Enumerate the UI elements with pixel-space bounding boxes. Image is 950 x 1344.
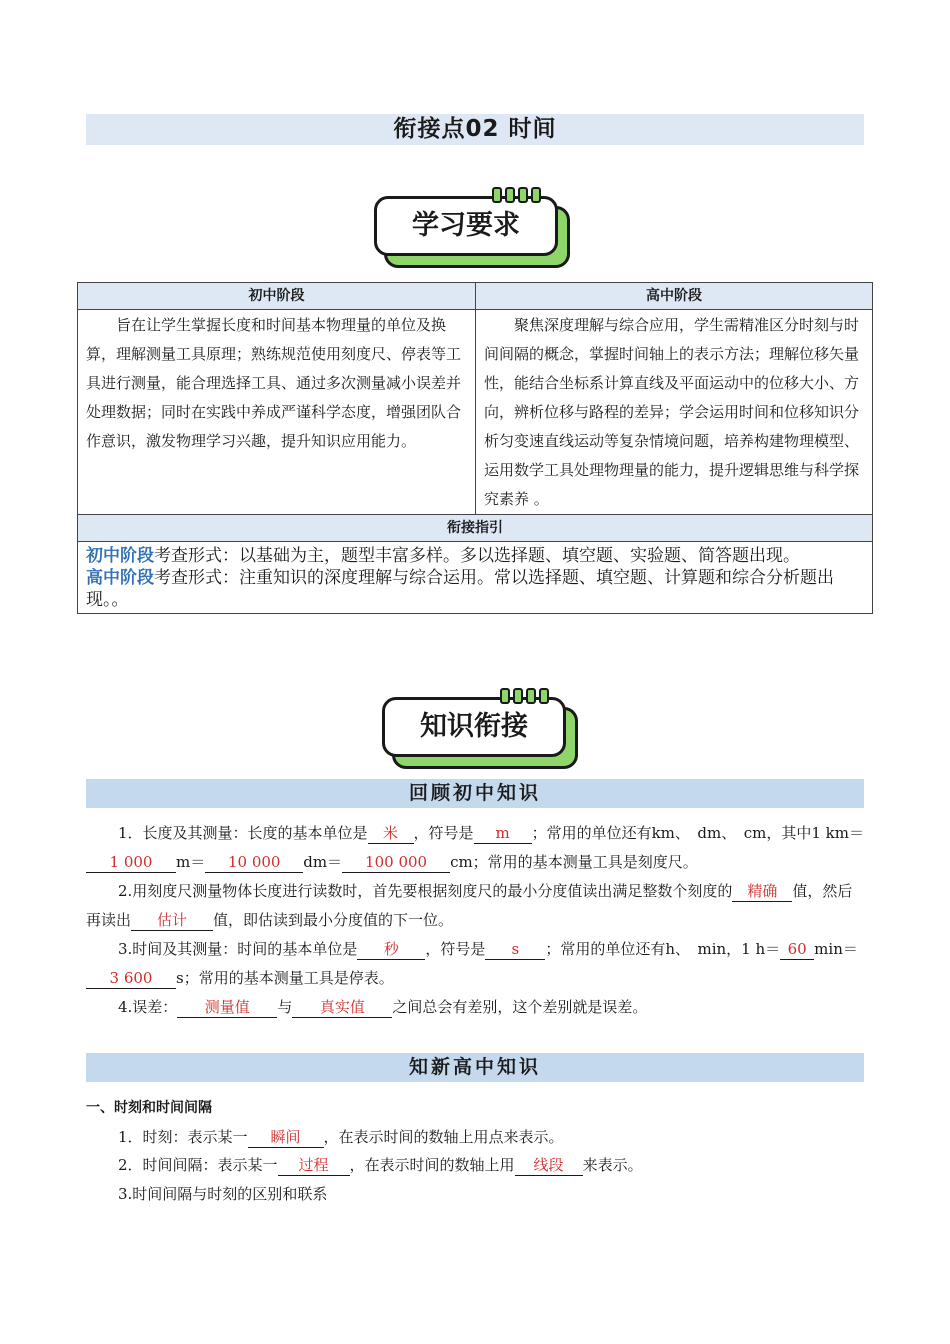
- badge-label: 学习要求: [374, 196, 558, 256]
- col-header-junior: 初中阶段: [78, 283, 476, 310]
- notebook-rings-icon: [492, 187, 541, 203]
- answer-blank: 估计: [131, 910, 213, 931]
- answer-blank: 测量值: [177, 997, 277, 1018]
- answer-blank: 3 600: [86, 968, 176, 989]
- guide-senior-label: 高中阶段: [86, 568, 154, 588]
- guide-senior-text: 考查形式：注重知识的深度理解与综合运用。常以选择题、填空题、计算题和综合分析题出现。。: [86, 568, 834, 610]
- guide-junior-text: 考查形式：以基础为主，题型丰富多样。多以选择题、填空题、实验题、简答题出现。: [154, 546, 800, 566]
- answer-blank: 线段: [515, 1155, 583, 1176]
- review-item-length: 1．长度及其测量：长度的基本单位是 米 ，符号是 m ；常用的单位还有km、 dm、 cm，其中1 km＝1 000 m＝ 10 000 dm＝ 100 000 cm；常用的基本测量工具是刻度尺。: [86, 819, 866, 877]
- review-item-error: 4.误差： 测量值 与 真实值 之间总会有差别，这个差别就是误差。: [118, 998, 648, 1016]
- section-new-title: 知新高中知识: [86, 1053, 864, 1082]
- subsection-heading: 一、时刻和时间间隔: [86, 1100, 212, 1116]
- badge-learning-requirements: [374, 196, 574, 276]
- new-item-interval: 2．时间间隔：表示某一 过程 ，在表示时间的数轴上用 线段 来表示。: [118, 1156, 643, 1174]
- answer-blank: 100 000: [342, 852, 450, 873]
- section-review-title: 回顾初中知识: [86, 779, 864, 808]
- answer-blank: 10 000: [205, 852, 303, 873]
- requirements-table: [77, 282, 873, 614]
- badge-knowledge-bridge: [382, 697, 582, 777]
- col-header-senior: 高中阶段: [476, 283, 873, 310]
- answer-blank: 过程: [278, 1155, 350, 1176]
- badge-label: 知识衔接: [382, 697, 566, 757]
- review-item-time: 3.时间及其测量：时间的基本单位是 秒 ，符号是 s ；常用的单位还有h、 min，1 h＝ 60 min＝3 600 s；常用的基本测量工具是停表。: [86, 935, 866, 993]
- guide-header: 衔接指引: [78, 515, 873, 542]
- senior-requirements: 聚焦深度理解与综合应用，学生需精准区分时刻与时间间隔的概念，掌握时间轴上的表示方法；理解位移矢量性，能结合坐标系计算直线及平面运动中的位移大小、方向，辨析位移与路程的差异；学会运用时间和位移知识分析匀变速直线运动等复杂情境问题，培养构建物理模型、运用数学工具处理物理量的能力，提升逻辑思维与科学探究素养 。: [476, 310, 873, 515]
- new-item-difference: 3.时间间隔与时刻的区别和联系: [118, 1185, 328, 1203]
- answer-blank: s: [485, 939, 545, 960]
- page-title: 衔接点02 时间: [86, 114, 864, 145]
- notebook-rings-icon: [500, 688, 549, 704]
- answer-blank: 1 000: [86, 852, 176, 873]
- answer-blank: 精确: [732, 881, 792, 902]
- answer-blank: 米: [368, 823, 414, 844]
- guide-senior: [86, 567, 864, 611]
- answer-blank: 60: [780, 939, 814, 960]
- answer-blank: 真实值: [292, 997, 392, 1018]
- answer-blank: 瞬间: [248, 1127, 324, 1148]
- guide-junior-label: 初中阶段: [86, 546, 154, 566]
- junior-requirements: 旨在让学生掌握长度和时间基本物理量的单位及换算，理解测量工具原理；熟练规范使用刻度尺、停表等工具进行测量，能合理选择工具、通过多次测量减小误差并处理数据；同时在实践中养成严谨科学态度，增强团队合作意识，激发物理学习兴趣，提升知识应用能力。: [78, 310, 476, 515]
- answer-blank: m: [474, 823, 532, 844]
- answer-blank: 秒: [357, 939, 425, 960]
- review-item-ruler-reading: 2.用刻度尺测量物体长度进行读数时，首先要根据刻度尺的最小分度值读出满足整数个刻度的 精确 值，然后再读出 估计 值，即估读到最小分度值的下一位。: [86, 882, 853, 929]
- guide-junior: [86, 545, 864, 567]
- guide-content: [78, 542, 873, 614]
- new-item-moment: 1．时刻：表示某一 瞬间 ，在表示时间的数轴上用点来表示。: [118, 1128, 564, 1146]
